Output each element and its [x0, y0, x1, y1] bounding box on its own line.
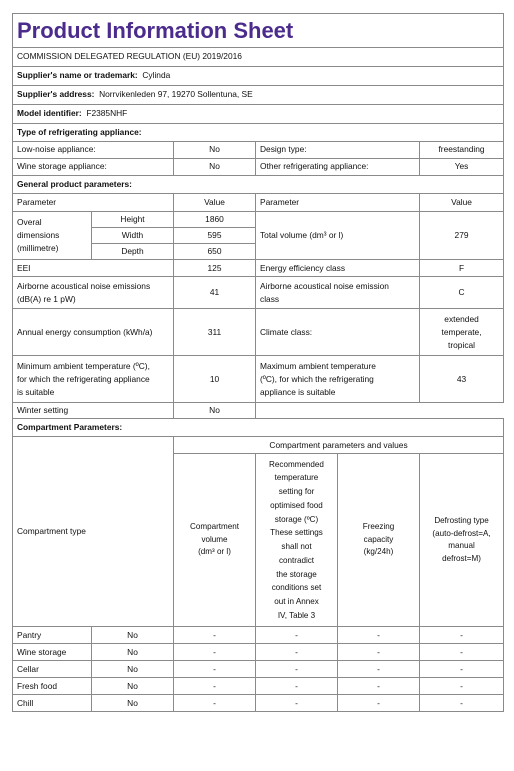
freezing-header: Freezing capacity (kg/24h): [338, 454, 420, 627]
annual-energy-label: Annual energy consumption (kWh/a): [13, 309, 174, 356]
col-parameter-left: Parameter: [13, 194, 174, 212]
col-value-left: Value: [174, 194, 256, 212]
eei-value: 125: [174, 260, 256, 277]
compartment-freezing: -: [338, 661, 420, 678]
min-temp-value: 10: [174, 356, 256, 403]
depth-label: Depth: [92, 244, 174, 260]
address-value: Norrvikenleden 97, 19270 Sollentuna, SE: [99, 89, 253, 100]
winter-setting-label: Winter setting: [13, 403, 174, 419]
height-label: Height: [92, 212, 174, 228]
table-row: [13, 695, 504, 712]
supplier-row: [13, 67, 504, 86]
model-row: [13, 105, 504, 124]
supplier-label: Supplier's name or trademark:: [17, 70, 138, 81]
compartment-name: Wine storage: [13, 644, 92, 661]
compartment-params-header: Compartment parameters and values: [174, 437, 504, 454]
noise-emissions-label: Airborne acoustical noise emissions (dB(A) re 1 pW): [13, 277, 174, 309]
col-value-right: Value: [420, 194, 504, 212]
climate-class-label: Climate class:: [256, 309, 420, 356]
compartment-freezing: -: [338, 695, 420, 712]
width-value: 595: [174, 228, 256, 244]
defrost-header: Defrosting type (auto-defrost=A, manual defrost=M): [420, 454, 504, 627]
compartment-defrost: -: [420, 644, 504, 661]
model-label: Model identifier:: [17, 108, 82, 119]
eei-label: EEI: [13, 260, 174, 277]
winter-setting-value: No: [174, 403, 256, 419]
compartment-present: No: [92, 661, 174, 678]
col-parameter-right: Parameter: [256, 194, 420, 212]
type-section-header: Type of refrigerating appliance:: [13, 124, 504, 142]
compartment-name: Cellar: [13, 661, 92, 678]
compartment-present: No: [92, 627, 174, 644]
compartment-present: No: [92, 695, 174, 712]
table-row: [13, 627, 504, 644]
height-value: 1860: [174, 212, 256, 228]
low-noise-value: No: [174, 142, 256, 159]
other-refrig-value: Yes: [420, 159, 504, 176]
compartment-section-header: Compartment Parameters:: [13, 419, 504, 437]
compartment-volume: -: [174, 678, 256, 695]
compartment-freezing: -: [338, 678, 420, 695]
compartment-volume: -: [174, 644, 256, 661]
compartment-name: Pantry: [13, 627, 92, 644]
max-temp-value: 43: [420, 356, 504, 403]
energy-class-label: Energy efficiency class: [256, 260, 420, 277]
compartment-temp: -: [256, 661, 338, 678]
noise-emissions-value: 41: [174, 277, 256, 309]
compartment-freezing: -: [338, 627, 420, 644]
noise-class-label: Airborne acoustical noise emission class: [256, 277, 420, 309]
compartment-name: Fresh food: [13, 678, 92, 695]
compartment-defrost: -: [420, 678, 504, 695]
supplier-value: Cylinda: [142, 70, 171, 81]
compartment-temp: -: [256, 644, 338, 661]
total-volume-label: Total volume (dm³ or l): [256, 212, 420, 260]
table-row: [13, 678, 504, 695]
model-value: F2385NHF: [86, 108, 128, 119]
annual-energy-value: 311: [174, 309, 256, 356]
compartment-freezing: -: [338, 644, 420, 661]
page-title: Product Information Sheet: [13, 14, 504, 48]
min-temp-label: Minimum ambient temperature (ºC), for which the refrigerating appliance is suitable: [13, 356, 174, 403]
rec-temp-header: Recommended temperature setting for optimised food storage (ºC) These settings shall not contradict the storage conditions set out in Annex IV, Table 3: [256, 454, 338, 627]
compartment-name: Chill: [13, 695, 92, 712]
design-type-label: Design type:: [256, 142, 420, 159]
compartment-defrost: -: [420, 695, 504, 712]
compartment-type-header: Compartment type: [13, 437, 174, 627]
address-label: Supplier's address:: [17, 89, 95, 100]
design-type-value: freestanding: [420, 142, 504, 159]
dimensions-label: Overal dimensions (millimetre): [13, 212, 92, 260]
energy-class-value: F: [420, 260, 504, 277]
climate-class-value: extended temperate, tropical: [420, 309, 504, 356]
general-section-header: General product parameters:: [13, 176, 504, 194]
address-row: [13, 86, 504, 105]
compartment-defrost: -: [420, 627, 504, 644]
compartment-temp: -: [256, 627, 338, 644]
depth-value: 650: [174, 244, 256, 260]
info-table: [12, 13, 504, 712]
low-noise-label: Low-noise appliance:: [13, 142, 174, 159]
max-temp-label: Maximum ambient temperature (ºC), for which the refrigerating appliance is suitable: [256, 356, 420, 403]
wine-storage-label: Wine storage appliance:: [13, 159, 174, 176]
compartment-defrost: -: [420, 661, 504, 678]
compartment-present: No: [92, 644, 174, 661]
compartment-temp: -: [256, 695, 338, 712]
compartment-volume: -: [174, 661, 256, 678]
compartment-volume: -: [174, 695, 256, 712]
product-information-sheet: [12, 13, 503, 712]
table-row: [13, 661, 504, 678]
compartment-present: No: [92, 678, 174, 695]
regulation-text: COMMISSION DELEGATED REGULATION (EU) 2019/2016: [13, 48, 504, 67]
total-volume-value: 279: [420, 212, 504, 260]
table-row: [13, 644, 504, 661]
noise-class-value: C: [420, 277, 504, 309]
compartment-temp: -: [256, 678, 338, 695]
wine-storage-value: No: [174, 159, 256, 176]
other-refrig-label: Other refrigerating appliance:: [256, 159, 420, 176]
width-label: Width: [92, 228, 174, 244]
winter-empty: [256, 403, 504, 419]
comp-volume-header: Compartment volume (dm³ or l): [174, 454, 256, 627]
compartment-volume: -: [174, 627, 256, 644]
